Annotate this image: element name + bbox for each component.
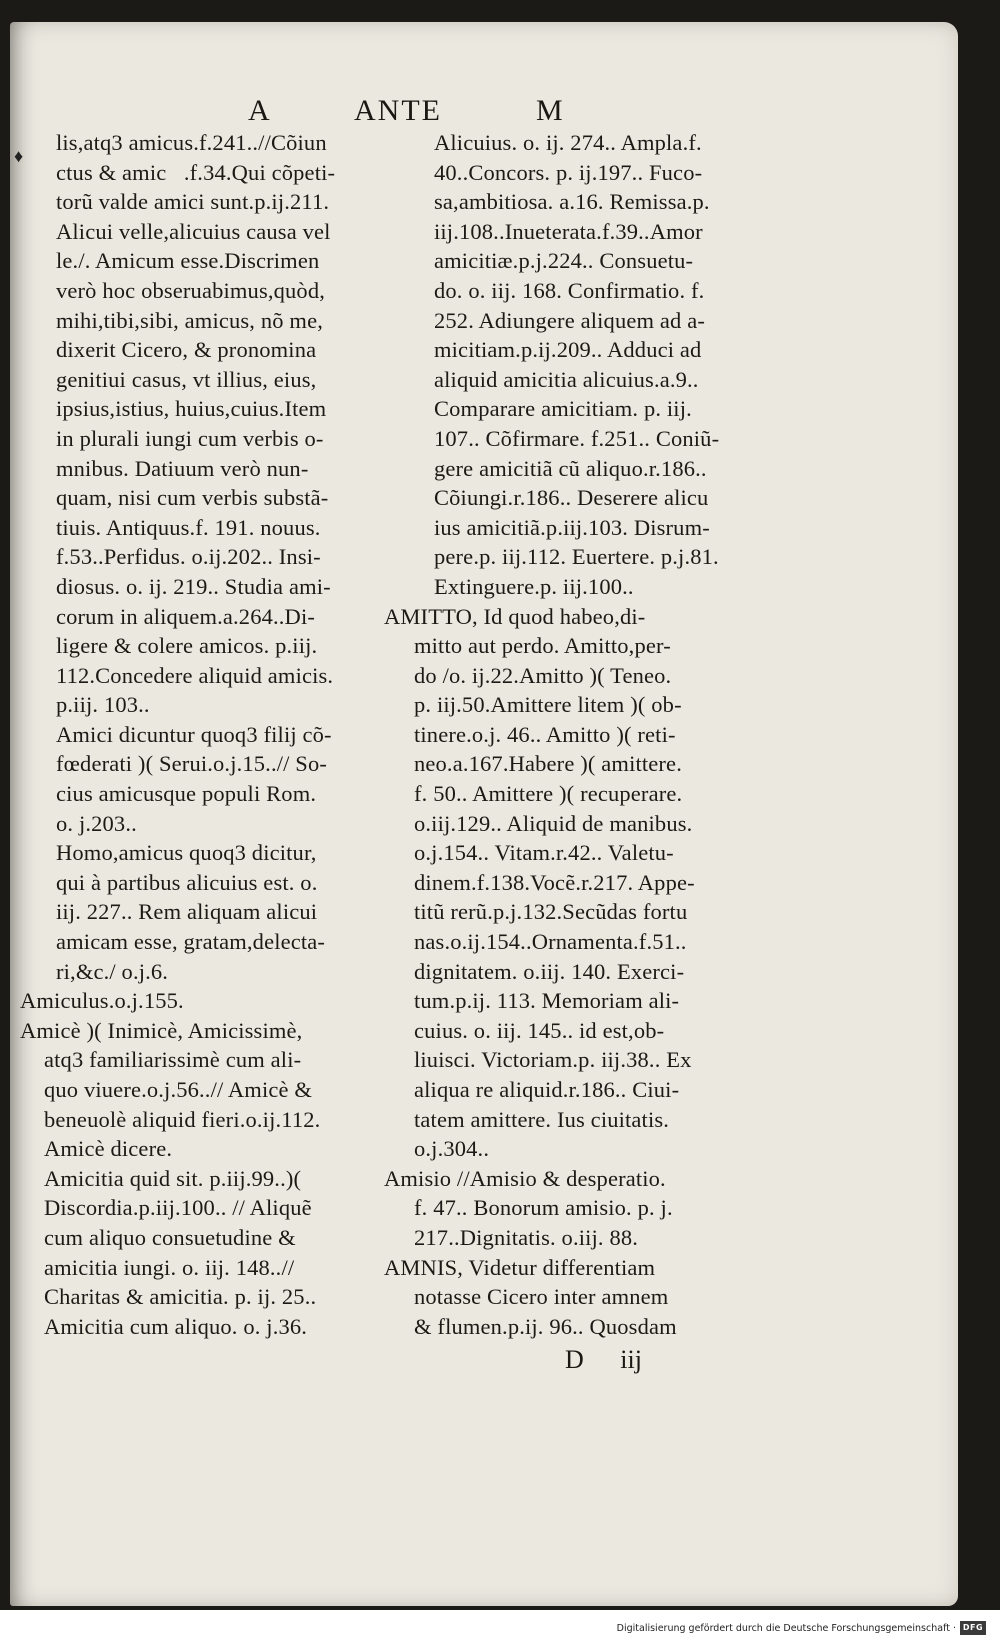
right-column-line: & flumen.p.ij. 96.. Quosdam xyxy=(414,1313,677,1339)
funding-note: Digitalisierung gefördert durch die Deutsche Forschungsgemeinschaft · xyxy=(616,1623,956,1634)
right-column-line: titũ rerũ.p.j.132.Secũdas fortu xyxy=(414,899,688,925)
right-column-line: notasse Cicero inter amnem xyxy=(414,1284,669,1310)
left-column-line: genitiui casus, vt illius, eius, xyxy=(56,366,317,392)
signature-number: iij xyxy=(620,1345,642,1374)
left-column-line: quo viuere.o.j.56..// Amicè & xyxy=(44,1077,313,1102)
right-column-line: ius amicitiã.p.iij.103. Disrum- xyxy=(434,514,710,540)
right-column-line: tatem amittere. Ius ciuitatis. xyxy=(414,1106,670,1132)
left-column xyxy=(20,128,410,1341)
running-head-left: A xyxy=(248,94,272,127)
left-column-line: diosus. o. ij. 219.. Studia ami- xyxy=(56,573,331,599)
left-column-line: corum in aliquem.a.264..Di- xyxy=(56,603,315,629)
left-column-line: ri,&c./ o.j.6. xyxy=(56,958,169,984)
left-column-line: mnibus. Datiuum verò nun- xyxy=(56,455,309,481)
right-column-line: sa,ambitiosa. a.16. Remissa.p. xyxy=(434,189,710,215)
left-column-line: mihi,tibi,sibi, amicus, nõ me, xyxy=(56,307,323,333)
right-column-line: Cõiungi.r.186.. Deserere alicu xyxy=(434,485,709,511)
left-column-line: Amicitia quid sit. p.iij.99..)( xyxy=(44,1165,302,1191)
running-head-center: ANTE xyxy=(354,94,442,127)
left-column-line: cius amicusque populi Rom. xyxy=(56,781,317,807)
running-head xyxy=(0,94,1000,130)
right-column-line: neo.a.167.Habere )( amittere. xyxy=(414,751,682,777)
left-column-line: torũ valde amici sunt.p.ij.211. xyxy=(56,189,330,215)
right-column-line: AMNIS, Videtur differentiam xyxy=(384,1254,656,1280)
right-column-line: Alicuius. o. ij. 274.. Ampla.f. xyxy=(434,130,702,155)
right-column-line: o.j.154.. Vitam.r.42.. Valetu- xyxy=(414,840,674,866)
footer-bar xyxy=(0,1610,1000,1643)
left-column-line: amicam esse, gratam,delecta- xyxy=(56,929,326,955)
right-column-line: tum.p.ij. 113. Memoriam ali- xyxy=(414,988,680,1014)
right-column-line: f. 47.. Bonorum amisio. p. j. xyxy=(414,1195,673,1221)
right-column-line: nas.o.ij.154..Ornamenta.f.51.. xyxy=(414,929,687,955)
left-column-line: Amicè dicere. xyxy=(44,1136,173,1162)
right-column-line: do. o. iij. 168. Confirmatio. f. xyxy=(434,277,705,303)
right-column-line: dignitatem. o.iij. 140. Exerci- xyxy=(414,958,685,984)
left-column-line: tiuis. Antiquus.f. 191. nouus. xyxy=(56,514,321,540)
signature-letter: D xyxy=(565,1345,584,1374)
right-column-line: Extinguere.p. iij.100.. xyxy=(434,573,634,599)
right-column-line: 107.. Cõfirmare. f.251.. Coniũ- xyxy=(434,425,720,451)
left-column-line: Amicè )( Inimicè, Amicissimè, xyxy=(20,1017,303,1043)
left-column-line: atq3 familiarissimè cum ali- xyxy=(44,1047,302,1073)
right-column-line: f. 50.. Amittere )( recuperare. xyxy=(414,781,683,807)
left-column-line: Charitas & amicitia. p. ij. 25.. xyxy=(44,1284,317,1310)
left-column-line: ctus & amicᷞ.f.34.Qui cõpeti- xyxy=(56,159,336,185)
right-column-line: dinem.f.138.Vocẽ.r.217. Appe- xyxy=(414,869,695,895)
right-column-line: do /o. ij.22.Amitto )( Teneo. xyxy=(414,662,672,688)
left-column-line: lis,atq3 amicus.f.241..//Cõiun xyxy=(56,130,327,155)
left-column-line: Amicitia cum aliquo. o. j.36. xyxy=(44,1313,308,1339)
right-column-line: Amisio //Amisio & desperatio. xyxy=(384,1165,666,1191)
left-column-line: in plurali iungi cum verbis o- xyxy=(56,425,324,451)
signature-mark xyxy=(565,1345,672,1375)
margin-mark-icon: ♦ xyxy=(14,146,24,166)
right-column-line: tinere.o.j. 46.. Amitto )( reti- xyxy=(414,721,676,747)
left-column-line: f.53..Perfidus. o.ij.202.. Insi- xyxy=(56,544,321,570)
right-column-line: gere amicitiã cũ aliquo.r.186.. xyxy=(434,455,707,481)
right-column-line: aliquid amicitia alicuius.a.9.. xyxy=(434,366,699,392)
right-column-line: mitto aut perdo. Amitto,per- xyxy=(414,633,671,659)
right-column-line: 252. Adiungere aliquem ad a- xyxy=(434,307,705,333)
left-column-line: fœderati )( Serui.o.j.15..// So- xyxy=(56,751,327,777)
left-column-line: o. j.203.. xyxy=(56,810,137,836)
left-column-line: iij. 227.. Rem aliquam alicui xyxy=(56,899,318,925)
left-column-line: Homo,amicus quoq3 dicitur, xyxy=(56,840,317,866)
right-column-line: 40..Concors. p. ij.197.. Fuco- xyxy=(434,159,703,185)
right-column-line: cuius. o. iij. 145.. id est,ob- xyxy=(414,1017,665,1043)
left-column-line: beneuolè aliquid fieri.o.ij.112. xyxy=(44,1106,321,1132)
left-column-line: amicitia iungi. o. iij. 148..// xyxy=(44,1254,295,1280)
left-column-line: ligere & colere amicos. p.iij. xyxy=(56,633,318,659)
right-column-line: amicitiæ.p.j.224.. Consuetu- xyxy=(434,248,694,274)
running-head-right: M xyxy=(536,94,565,127)
left-column-line: 112.Concedere aliquid amicis. xyxy=(56,662,334,688)
left-column-line: Amiculus.o.j.155. xyxy=(20,988,184,1014)
right-column-line: pere.p. iij.112. Euertere. p.j.81. xyxy=(434,544,719,570)
left-column-line: dixerit Cicero, & pronomina xyxy=(56,337,317,363)
left-column-line: Amici dicuntur quoq3 filij cõ- xyxy=(56,721,332,747)
left-column-line: qui à partibus alicuius est. o. xyxy=(56,869,318,895)
right-column-line: 217..Dignitatis. o.iij. 88. xyxy=(414,1224,639,1250)
right-column-line: o.iij.129.. Aliquid de manibus. xyxy=(414,810,693,836)
right-column-line: o.j.304.. xyxy=(414,1136,490,1162)
left-column-line: le./. Amicum esse.Discrimen xyxy=(56,248,320,274)
right-column xyxy=(384,128,764,1341)
right-column-line: iij.108..Inueterata.f.39..Amor xyxy=(434,218,703,244)
right-column-line: AMITTO, Id quod habeo,di- xyxy=(384,603,646,629)
left-column-line: ipsius,istius, huius,cuius.Item xyxy=(56,396,327,422)
right-column-line: Comparare amicitiam. p. iij. xyxy=(434,396,692,422)
right-column-line: liuisci. Victoriam.p. iij.38.. Ex xyxy=(414,1047,692,1073)
left-column-line: p.iij. 103.. xyxy=(56,692,150,718)
left-column-line: quam, nisi cum verbis substã- xyxy=(56,485,329,511)
left-column-line: Alicui velle,alicuius causa vel xyxy=(56,218,331,244)
left-column-line: cum aliquo consuetudine & xyxy=(44,1224,296,1250)
right-column-line: micitiam.p.ij.209.. Adduci ad xyxy=(434,337,702,363)
right-column-line: aliqua re aliquid.r.186.. Ciui- xyxy=(414,1077,680,1102)
left-column-line: Discordia.p.iij.100.. // Aliquẽ xyxy=(44,1195,312,1221)
left-column-line: verò hoc obseruabimus,quòd, xyxy=(56,277,325,303)
dfg-logo-icon: DFG xyxy=(960,1621,986,1635)
right-column-line: p. iij.50.Amittere litem )( ob- xyxy=(414,692,682,718)
